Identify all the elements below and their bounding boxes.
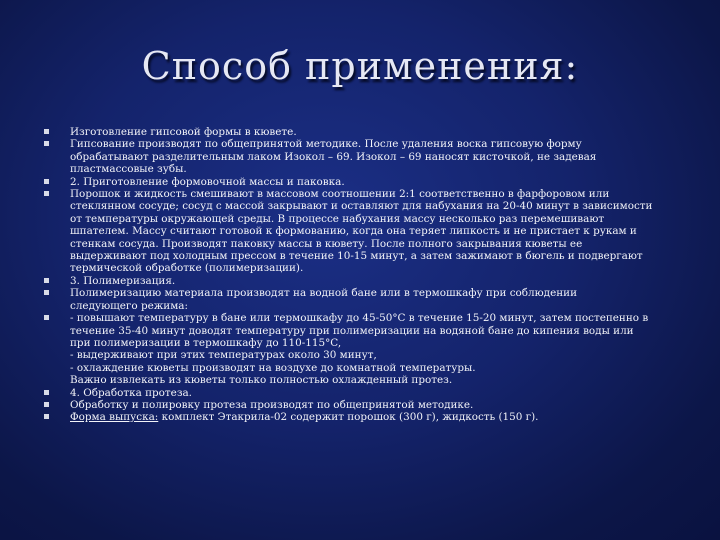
item-line: Гипсование производят по общепринятой методике. После удаления воска гипсовую форму — [70, 138, 582, 151]
item-line: термической обработке (полимеризации). — [70, 262, 304, 275]
square-bullet-icon — [44, 141, 49, 146]
square-bullet-icon — [44, 414, 49, 419]
release-form-label: Форма выпуска: — [70, 411, 159, 424]
list-item — [44, 287, 684, 312]
square-bullet-icon — [44, 191, 49, 196]
list-item — [44, 312, 684, 386]
square-bullet-icon — [44, 402, 49, 407]
item-line: 2. Приготовление формовочной массы и паковка. — [70, 175, 345, 188]
item-line: Полимеризацию материала производят на водной бане или в термошкафу при соблюдении — [70, 287, 578, 300]
list-item — [44, 411, 684, 423]
item-line: 4. Обработка протеза. — [70, 386, 192, 399]
item-line — [70, 411, 684, 423]
item-line: шпателем. Массу считают готовой к формованию, когда она теряет липкость и не пристает к рукам и — [70, 225, 637, 238]
square-bullet-icon — [44, 179, 49, 184]
square-bullet-icon — [44, 129, 49, 134]
square-bullet-icon — [44, 390, 49, 395]
item-line: от температуры окружающей среды. В процессе набухания массу несколько раз перемешивают — [70, 212, 605, 225]
item-line: следующего режима: — [70, 299, 189, 312]
slide-title: Способ применения: — [141, 44, 579, 88]
square-bullet-icon — [44, 290, 49, 295]
item-line: Обработку и полировку протеза производят по общепринятой методике. — [70, 398, 474, 411]
item-line: выдерживают под холодным прессом в течение 10-15 минут, а затем зажимают в бюгель и подвергают — [70, 250, 643, 263]
item-line: Важно извлекать из кюветы только полностью охлажденный протез. — [70, 374, 453, 387]
item-line: пластмассовые зубы. — [70, 163, 187, 176]
item-line: стеклянном сосуде; сосуд с массой закрывают и оставляют для набухания на 20-40 минут в зависимости — [70, 200, 653, 213]
item-line: Порошок и жидкость смешивают в массовом соотношении 2:1 соответственно в фарфоровом или — [70, 188, 610, 201]
item-line: при полимеризации в термошкафу до 110-115°C, — [70, 336, 342, 349]
item-line: течение 35-40 минут доводят температуру при полимеризации на водяной бане до кипения воды или — [70, 324, 634, 337]
list-item — [44, 138, 684, 175]
list-item — [44, 188, 684, 275]
item-line: стенкам сосуда. Производят паковку массы в кювету. После полного закрывания кюветы ее — [70, 237, 583, 250]
item-line: Изготовление гипсовой формы в кювете. — [70, 126, 297, 138]
list-item — [44, 176, 684, 188]
release-form-text: комплект Этакрила-02 содержит порошок (300 г), жидкость (150 г). — [158, 411, 539, 424]
list-item — [44, 387, 684, 399]
item-line: - охлаждение кюветы производят на воздухе до комнатной температуры. — [70, 361, 476, 374]
list-item — [44, 399, 684, 411]
item-line: 3. Полимеризация. — [70, 274, 176, 287]
item-line: обрабатывают разделительным лаком Изокол – 69. Изокол – 69 наносят кисточкой, не задевая — [70, 150, 597, 163]
item-line: - выдерживают при этих температурах около 30 минут, — [70, 349, 377, 362]
square-bullet-icon — [44, 315, 49, 320]
list-item — [44, 275, 684, 287]
item-line: - повышают температуру в бане или термошкафу до 45-50°C в течение 15-20 минут, затем постепенно в — [70, 312, 649, 325]
bullet-list — [44, 126, 684, 424]
square-bullet-icon — [44, 278, 49, 283]
list-item — [44, 126, 684, 138]
